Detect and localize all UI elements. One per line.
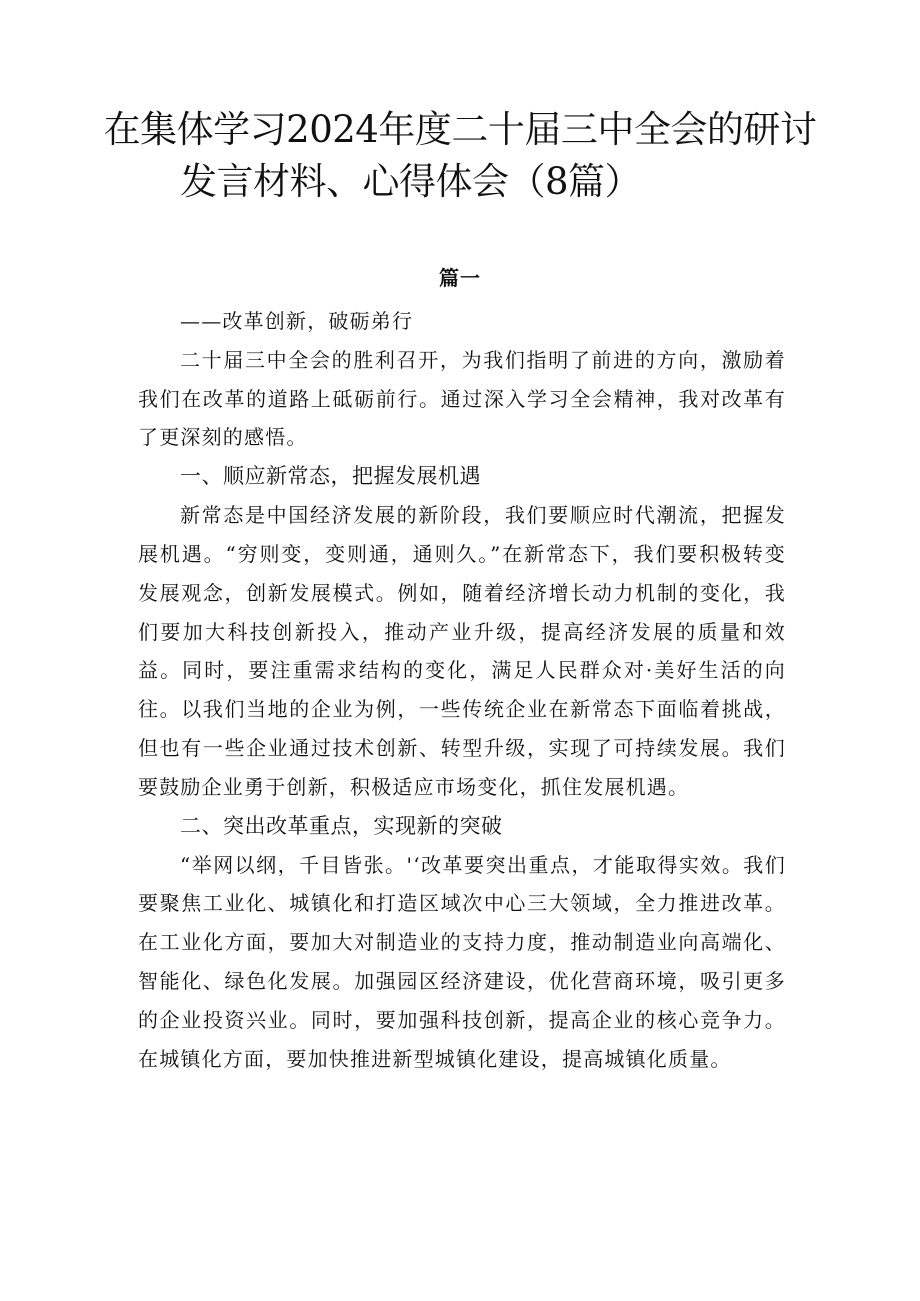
intro-paragraph: 二十届三中全会的胜利召开，为我们指明了前进的方向，激励着我们在改革的道路上砥砺前行。通过深入学习全会精神，我对改革有了更深刻的感悟。 <box>138 347 786 450</box>
title-line-2: 发言材料、心得体会（8篇） <box>180 160 642 203</box>
section-label: 篇一 <box>439 266 481 290</box>
heading-1: 一、顺应新常态，把握发展机遇 <box>180 464 481 489</box>
document-title <box>0 104 920 208</box>
heading-2: 二、突出改革重点，实现新的突破 <box>180 813 503 838</box>
paragraph-1: 新常态是中国经济发展的新阶段，我们要顺应时代潮流，把握发展机遇。“穷则变，变则通，通则久。”在新常态下，我们要积极转变发展观念，创新发展模式。例如，随着经济增长动力机制的变化，我们要加大科技创新投入，推动产业升级，提高经济发展的质量和效益。同时，要注重需求结构的变化，满足人民群众对·美好生活的向往。以我们当地的企业为例，一些传统企业在新常态下面临着挑战，但也有一些企业通过技术创新、转型升级，实现了可持续发展。我们要鼓励企业勇于创新，积极适应市场变化，抓住发展机遇。 <box>138 503 786 799</box>
paragraph-2: “举网以纲，千目皆张。'‘改革要突出重点，才能取得实效。我们要聚焦工业化、城镇化和打造区域次中心三大领域，全力推进改革。在工业化方面，要加大对制造业的支持力度，推动制造业向高端化、智能化、绿色化发展。加强园区经济建设，优化营商环境，吸引更多的企业投资兴业。同时，要加强科技创新，提高企业的核心竞争力。在城镇化方面，要加快推进新型城镇化建设，提高城镇化质量。 <box>138 852 786 1071</box>
title-line-1: 在集体学习2024年度二十届三中全会的研讨 <box>103 108 817 151</box>
section-subtitle: ——改革创新，破砺弟行 <box>180 309 414 333</box>
document-body <box>138 302 786 1078</box>
